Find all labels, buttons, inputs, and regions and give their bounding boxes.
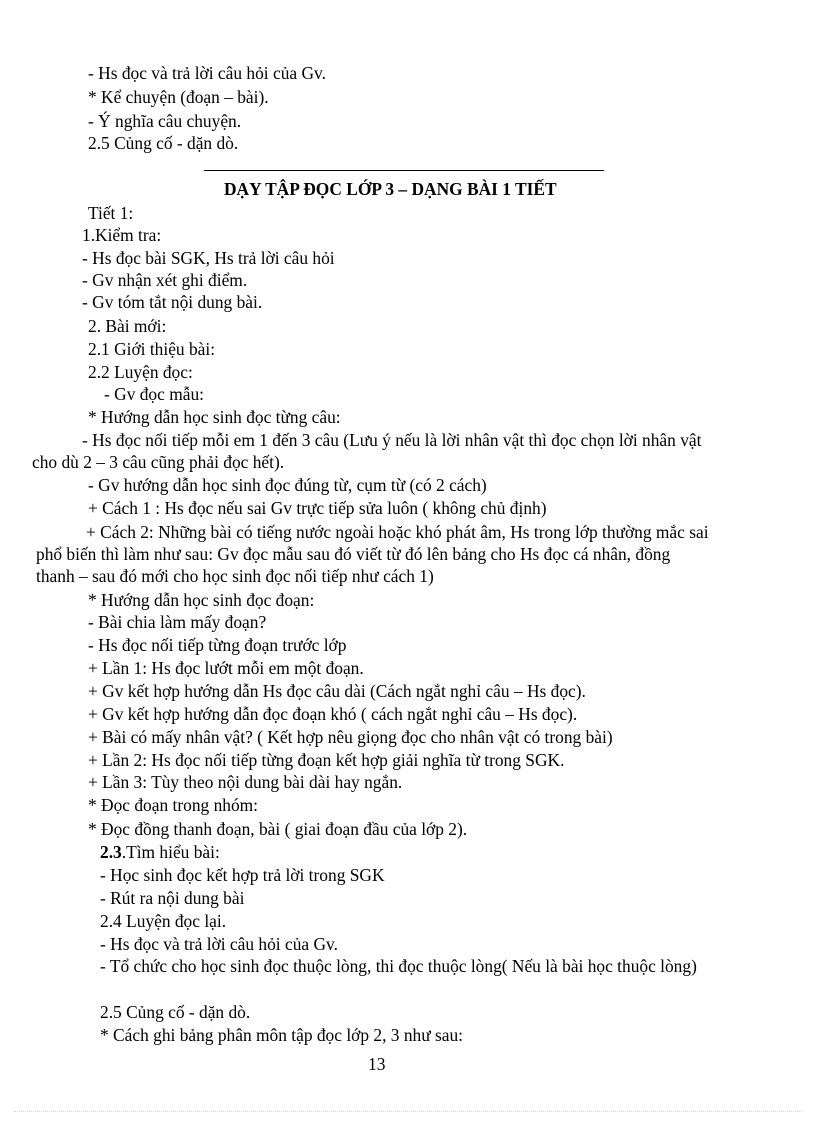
text-line: + Gv kết hợp hướng dẫn đọc đoạn khó ( cách ngắt nghỉ câu – Hs đọc). — [88, 704, 578, 724]
text-line: 2.5 Củng cố - dặn dò. — [88, 133, 239, 153]
section-title: DẠY TẬP ĐỌC LỚP 3 – DẠNG BÀI 1 TIẾT — [224, 179, 557, 199]
text-line: - Bài chia làm mấy đoạn? — [88, 612, 267, 632]
text-line — [100, 842, 220, 862]
text-line: * Hướng dẫn học sinh đọc đoạn: — [88, 590, 315, 610]
text-line: + Lần 3: Tùy theo nội dung bài dài hay ngắn. — [88, 772, 403, 792]
text-line: - Rút ra nội dung bài — [100, 888, 245, 908]
paragraph: - Tổ chức cho học sinh đọc thuộc lòng, thi đọc thuộc lòng( Nếu là bài học thuộc lòng) — [100, 956, 697, 976]
divider — [204, 170, 604, 171]
text-line: - Gv đọc mẫu: — [104, 384, 204, 404]
section-number: 2.3 — [100, 842, 122, 862]
text-line: * Hướng dẫn học sinh đọc từng câu: — [88, 407, 341, 427]
text-line: 2.5 Củng cố - dặn dò. — [100, 1002, 251, 1022]
text-line: + Lần 1: Hs đọc lướt mỗi em một đoạn. — [88, 658, 364, 678]
text-line: - Hs đọc nối tiếp từng đoạn trước lớp — [88, 635, 347, 655]
text-line: 2. Bài mới: — [88, 316, 167, 336]
paragraph: + Cách 2: Những bài có tiếng nước ngoài hoặc khó phát âm, Hs trong lớp thường mắc sai phổ biến thì làm như sau: Gv đọc mẫu sau đó viết từ đó lên bảng cho Hs đọc cá nhân, đồng thanh – sau đó mới cho học sinh đọc nối tiếp như cách 1) — [36, 522, 709, 586]
text-line: + Lần 2: Hs đọc nối tiếp từng đoạn kết hợp giải nghĩa từ trong SGK. — [88, 750, 565, 770]
text-line: Tiết 1: — [88, 203, 134, 223]
text-line: - Hs đọc và trả lời câu hỏi của Gv. — [100, 934, 338, 954]
paragraph: - Hs đọc nối tiếp mỗi em 1 đến 3 câu (Lưu ý nếu là lời nhân vật thì đọc chọn lời nhân vật cho dù 2 – 3 câu cũng phải đọc hết). — [32, 430, 702, 472]
text-line: 2.1 Giới thiệu bài: — [88, 339, 216, 359]
text-line: 2.2 Luyện đọc: — [88, 362, 193, 382]
text-line: + Gv kết hợp hướng dẫn Hs đọc câu dài (Cách ngắt nghỉ câu – Hs đọc). — [88, 681, 586, 701]
text-line: - Gv tóm tắt nội dung bài. — [82, 292, 263, 312]
text-line: - Gv hướng dẫn học sinh đọc đúng từ, cụm từ (có 2 cách) — [88, 475, 487, 495]
text-line: - Hs đọc bài SGK, Hs trả lời câu hỏi — [82, 248, 335, 268]
text-line: * Đọc đồng thanh đoạn, bài ( giai đoạn đầu của lớp 2). — [88, 819, 468, 839]
text-line: - Gv nhận xét ghi điểm. — [82, 270, 248, 290]
page-number: 13 — [368, 1054, 386, 1074]
section-label: .Tìm hiểu bài: — [121, 842, 220, 862]
text-line: - Học sinh đọc kết hợp trả lời trong SGK — [100, 865, 385, 885]
text-line: 2.4 Luyện đọc lại. — [100, 911, 227, 931]
text-line: * Cách ghi bảng phân môn tập đọc lớp 2, 3 như sau: — [100, 1025, 463, 1045]
text-line: 1.Kiểm tra: — [82, 225, 162, 245]
footer-divider — [14, 1111, 802, 1112]
text-line: * Kể chuyện (đoạn – bài). — [88, 87, 269, 107]
text-line: + Bài có mấy nhân vật? ( Kết hợp nêu giọng đọc cho nhân vật có trong bài) — [88, 727, 613, 747]
text-line: * Đọc đoạn trong nhóm: — [88, 795, 259, 815]
text-line: + Cách 1 : Hs đọc nếu sai Gv trực tiếp sửa luôn ( không chủ định) — [88, 498, 547, 518]
text-line: - Ý nghĩa câu chuyện. — [88, 111, 242, 131]
text-line: - Hs đọc và trả lời câu hỏi của Gv. — [88, 63, 326, 83]
